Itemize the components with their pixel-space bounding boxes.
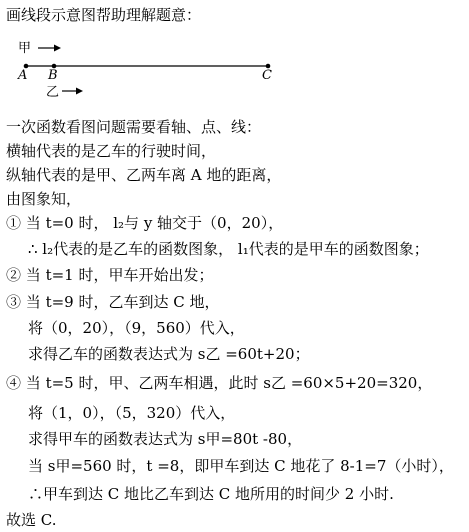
step-4-text: 当 t=5 时，甲、乙两车相遇，此时 s乙 =60×5+20=320， — [25, 374, 433, 392]
text-line-12: 将（1，0），（5，320）代入， — [28, 404, 236, 422]
jia-label: 甲 — [18, 41, 32, 56]
text-line-10: 求得乙车的函数表达式为 s乙 =60t+20； — [28, 345, 310, 363]
step-1-text: 当 t=0 时， l₂与 y 轴交于（0，20）， — [25, 214, 284, 232]
step-3-number: ③ — [6, 293, 22, 311]
step-4-number: ④ — [6, 374, 22, 392]
text-line-15: ∴甲车到达 C 地比乙车到达 C 地所用的时间少 2 小时. — [28, 485, 394, 503]
text-line-13: 求得甲车的函数表达式为 s甲=80t -80， — [28, 430, 303, 448]
point-b-label: B — [48, 68, 58, 83]
step-2-text: 当 t=1 时，甲车开始出发； — [25, 266, 214, 284]
text-line-14: 当 s甲=560 时，t =8，即甲车到达 C 地花了 8-1=7（小时）， — [28, 457, 454, 475]
yi-label: 乙 — [46, 85, 60, 100]
step-3-text: 当 t=9 时，乙车到达 C 地， — [25, 293, 220, 311]
intro-text: 画线段示意图帮助理解题意： — [6, 6, 202, 24]
point-a-label: A — [18, 68, 28, 83]
step-1-line — [6, 213, 283, 233]
step-3-line — [6, 292, 220, 312]
text-line-1: 一次函数看图问题需要看轴、点、线： — [6, 118, 262, 136]
step-4-line — [6, 373, 432, 393]
text-line-2: 横轴代表的是乙车的行驶时间， — [6, 142, 217, 160]
text-line-16: 故选 C. — [6, 511, 57, 529]
point-c-label: C — [262, 68, 272, 83]
text-line-9: 将（0，20），（9，560）代入， — [28, 319, 245, 337]
line-segment-diagram — [0, 0, 300, 100]
step-2-number: ② — [6, 266, 22, 284]
step-1-number: ① — [6, 214, 22, 232]
text-line-4: 由图象知， — [6, 190, 82, 208]
yi-arrow-head — [76, 88, 83, 95]
step-2-line — [6, 265, 213, 285]
text-line-6: ∴ l₂代表的是乙车的函数图象， l₁代表的是甲车的函数图象； — [28, 240, 429, 258]
jia-arrow-head — [54, 45, 61, 52]
text-line-3: 纵轴代表的是甲、乙两车离 A 地的距离， — [6, 166, 282, 184]
